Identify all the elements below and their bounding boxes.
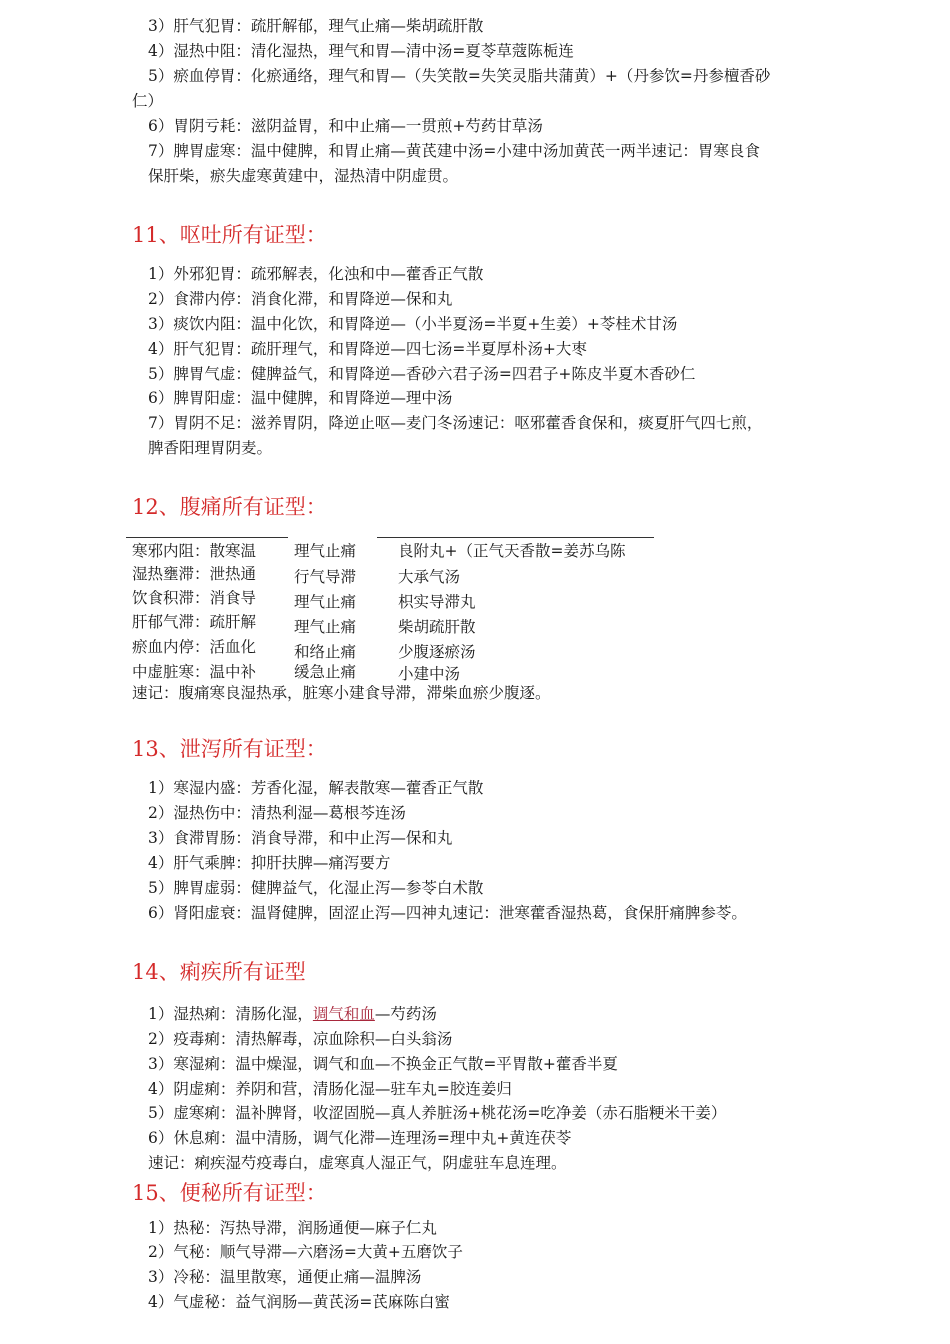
- table-cell: 行气导滞: [294, 568, 357, 586]
- list-item: 2）气秘：顺气导滞—六磨汤=大黄+五磨饮子: [148, 1243, 463, 1261]
- table-cell: 理气止痛: [294, 618, 357, 636]
- list-item: 2）食滞内停：消食化滞，和胃降逆—保和丸: [148, 290, 453, 308]
- list-item-text: 1）湿热痢：清肠化湿，: [148, 1005, 313, 1023]
- table-cell: 理气止痛: [294, 542, 357, 560]
- table-cell: 寒邪内阻：散寒温: [132, 542, 257, 560]
- table-cell: 大承气汤: [398, 568, 461, 586]
- mnemonic-text: 速记：痢疾湿芍疫毒白，虚寒真人湿正气，阴虚驻车息连理。: [148, 1154, 567, 1172]
- list-item-text: —芍药汤: [374, 1005, 437, 1023]
- list-item: 4）阴虚痢：养阴和营，清肠化湿—驻车丸=胶连姜归: [148, 1080, 512, 1098]
- table-top-rule: [377, 537, 654, 538]
- table-cell: 柴胡疏肝散: [398, 618, 476, 636]
- list-item: 5）脾胃虚弱：健脾益气，化湿止泻—参苓白术散: [148, 879, 484, 897]
- list-item: 3）冷秘：温里散寒，通便止痛—温脾汤: [148, 1268, 422, 1286]
- list-item: 6）脾胃阳虚：温中健脾，和胃降逆—理中汤: [148, 389, 453, 407]
- list-item: 3）痰饮内阻：温中化饮，和胃降逆—（小半夏汤=半夏+生姜）+苓桂术甘汤: [148, 315, 678, 333]
- table-cell: 少腹逐瘀汤: [398, 643, 476, 661]
- list-item: 6）胃阴亏耗：滋阴益胃，和中止痛—一贯煎+芍药甘草汤: [148, 117, 543, 135]
- list-item: 5）脾胃气虚：健脾益气，和胃降逆—香砂六君子汤=四君子+陈皮半夏木香砂仁: [148, 365, 696, 383]
- table-cell: 中虚脏寒：温中补: [132, 663, 257, 681]
- table-cell: 饮食积滞：消食导: [132, 589, 257, 607]
- list-item: 6）休息痢：温中清肠，调气化滞—连理汤=理中丸+黄连茯苓: [148, 1129, 572, 1147]
- list-item-continuation: 保肝柴，瘀失虚寒黄建中，湿热清中阴虚贯。: [148, 167, 459, 185]
- table-cell: 缓急止痛: [294, 663, 357, 681]
- list-item: 2）疫毒痢：清热解毒，凉血除积—白头翁汤: [148, 1030, 453, 1048]
- list-item: 2）湿热伤中：清热利湿—葛根芩连汤: [148, 804, 406, 822]
- table-cell: 理气止痛: [294, 593, 357, 611]
- list-item: 1）热秘：泻热导滞，润肠通便—麻子仁丸: [148, 1219, 437, 1237]
- list-item: 1）寒湿内盛：芳香化湿，解表散寒—藿香正气散: [148, 779, 484, 797]
- list-item: 3）寒湿痢：温中燥湿，调气和血—不换金正气散=平胃散+藿香半夏: [148, 1055, 618, 1073]
- table-cell: 良附丸+（正气天香散=姜苏乌陈: [398, 542, 626, 560]
- hyperlink-text[interactable]: 调气和血: [312, 1005, 375, 1023]
- list-item: 4）气虚秘：益气润肠—黄芪汤=芪麻陈白蜜: [148, 1293, 450, 1311]
- list-item: 3）食滞胃肠：消食导滞，和中止泻—保和丸: [148, 829, 453, 847]
- table-cell: 小建中汤: [398, 665, 461, 683]
- table-cell: 瘀血内停：活血化: [132, 638, 257, 656]
- list-item: 5）瘀血停胃：化瘀通络，理气和胃—（失笑散=失笑灵脂共蒲黄）+（丹参饮=丹参檀香砂: [148, 67, 771, 85]
- list-item: 7）胃阴不足：滋养胃阴，降逆止呕—麦门冬汤速记：呕邪藿香食保和，痰夏肝气四七煎，: [148, 414, 763, 432]
- section-title-15: 15、便秘所有证型：: [132, 1181, 327, 1205]
- list-item: 4）肝气乘脾：抑肝扶脾—痛泻要方: [148, 854, 391, 872]
- section-title-13: 13、泄泻所有证型：: [132, 737, 327, 761]
- list-item: 7）脾胃虚寒：温中健脾，和胃止痛—黄芪建中汤=小建中汤加黄芪一两半速记：胃寒良食: [148, 142, 760, 160]
- section-title-12: 12、腹痛所有证型：: [132, 495, 327, 519]
- list-item-continuation: 仁）: [132, 92, 164, 110]
- section-title-14: 14、痢疾所有证型: [132, 960, 306, 984]
- list-item: 4）肝气犯胃：疏肝理气，和胃降逆—四七汤=半夏厚朴汤+大枣: [148, 340, 587, 358]
- table-top-rule: [126, 537, 288, 538]
- list-item: 6）肾阳虚衰：温肾健脾，固涩止泻—四神丸速记：泄寒藿香湿热葛，食保肝痛脾参苓。: [148, 904, 747, 922]
- mnemonic-text: 速记：腹痛寒良湿热承，脏寒小建食导滞，滞柴血瘀少腹逐。: [132, 684, 551, 702]
- list-item: 1）外邪犯胃：疏邪解表，化浊和中—藿香正气散: [148, 265, 484, 283]
- table-cell: 枳实导滞丸: [398, 593, 476, 611]
- list-item: 3）肝气犯胃：疏肝解郁，理气止痛—柴胡疏肝散: [148, 17, 484, 35]
- section-title-11: 11、呕吐所有证型：: [132, 223, 327, 247]
- list-item: 5）虚寒痢：温补脾肾，收涩固脱—真人养脏汤+桃花汤=吃净姜（赤石脂粳米干姜）: [148, 1104, 727, 1122]
- table-cell: 湿热壅滞：泄热通: [132, 565, 257, 583]
- list-item: 4）湿热中阻：清化湿热，理气和胃—清中汤=夏苓草蔻陈栀连: [148, 42, 574, 60]
- list-item-continuation: 脾香阳理胃阴麦。: [148, 439, 273, 457]
- table-cell: 肝郁气滞：疏肝解: [132, 613, 257, 631]
- list-item: [148, 1002, 437, 1027]
- table-cell: 和络止痛: [294, 643, 357, 661]
